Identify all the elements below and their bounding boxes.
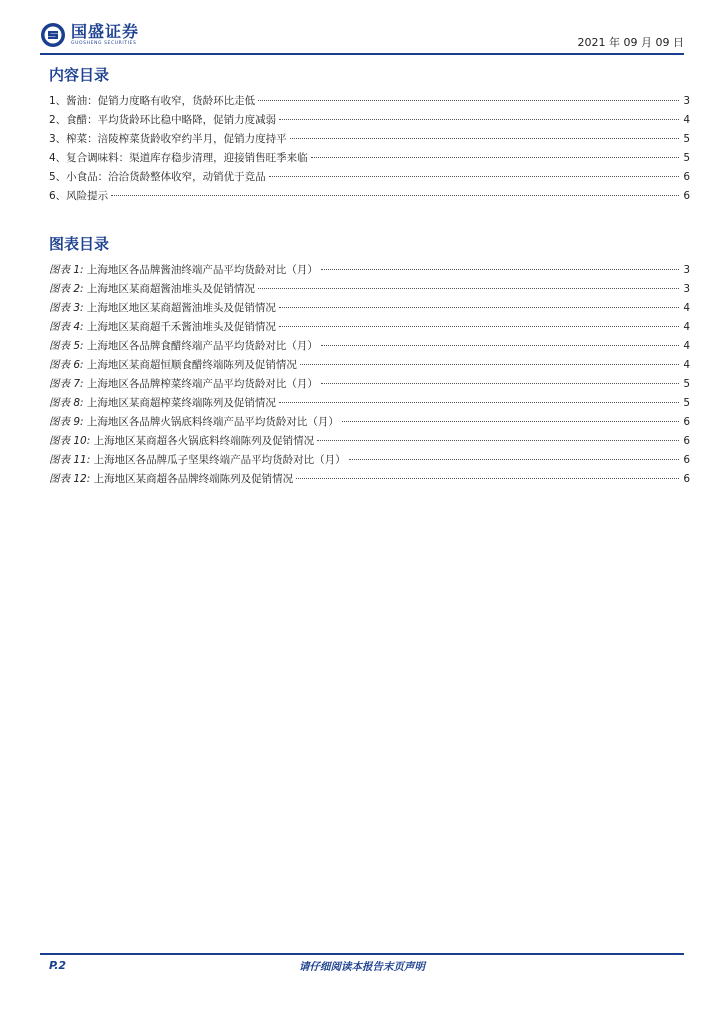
figure-page: 6 [683, 435, 690, 447]
figure-page: 6 [683, 416, 690, 428]
header-divider [40, 53, 684, 55]
toc-item-page: 4 [683, 114, 690, 126]
toc-item[interactable] [49, 188, 690, 207]
toc-list [49, 93, 690, 207]
figure-number: 图表 6: [49, 359, 84, 371]
toc-item-page: 6 [683, 171, 690, 183]
figure-number: 图表 9: [49, 416, 84, 428]
toc-item[interactable] [49, 150, 690, 169]
page-number: P.2 [49, 959, 67, 972]
figure-label: 上海地区各品牌食醋终端产品平均货龄对比（月） [86, 340, 318, 352]
figure-number: 图表 7: [49, 378, 84, 390]
figure-number: 图表 1: [49, 264, 84, 276]
figure-label: 上海地区各品牌榨菜终端产品平均货龄对比（月） [86, 378, 318, 390]
figure-label: 上海地区各品牌火锅底料终端产品平均货龄对比（月） [86, 416, 339, 428]
toc-item-page: 6 [683, 190, 690, 202]
figure-label: 上海地区某商超千禾酱油堆头及促销情况 [86, 321, 276, 333]
figure-number: 图表 10: [49, 435, 91, 447]
figure-label: 上海地区某商超恒顺食醋终端陈列及促销情况 [86, 359, 297, 371]
brand-subtitle: GUOSHENG SECURITIES [71, 41, 137, 46]
figures-title: 图表目录 [49, 235, 110, 253]
toc-item-page: 3 [683, 95, 690, 107]
dot-leader [296, 477, 679, 479]
figure-item[interactable] [49, 376, 690, 395]
toc-item-label: 6、风险提示 [49, 190, 109, 202]
figure-label: 上海地区地区某商超酱油堆头及促销情况 [86, 302, 276, 314]
footer-divider [40, 953, 684, 955]
dot-leader [279, 118, 679, 120]
toc-item[interactable] [49, 112, 690, 131]
toc-item[interactable] [49, 93, 690, 112]
figure-item[interactable] [49, 357, 690, 376]
figure-label: 上海地区某商超榨菜终端陈列及促销情况 [86, 397, 276, 409]
disclaimer-note: 请仔细阅读本报告末页声明 [299, 961, 425, 973]
dot-leader [300, 363, 679, 365]
dot-leader [279, 401, 679, 403]
figure-page: 5 [683, 397, 690, 409]
figure-page: 4 [683, 340, 690, 352]
dot-leader [258, 99, 679, 101]
dot-leader [321, 344, 679, 346]
dot-leader [321, 268, 679, 270]
figure-item[interactable] [49, 281, 690, 300]
figure-page: 4 [683, 359, 690, 371]
dot-leader [269, 175, 679, 177]
toc-item-label: 5、小食品：洽洽货龄整体收窄，动销优于竞品 [49, 171, 266, 183]
dot-leader [279, 306, 679, 308]
figure-number: 图表 11: [49, 454, 91, 466]
page-header [40, 20, 684, 52]
toc-item-label: 2、食醋：平均货龄环比稳中略降，促销力度减弱 [49, 114, 277, 126]
toc-item[interactable] [49, 131, 690, 150]
guosheng-logo-icon [40, 22, 66, 48]
figure-page: 4 [683, 321, 690, 333]
dot-leader [342, 420, 679, 422]
dot-leader [311, 156, 679, 158]
figure-page: 6 [683, 473, 690, 485]
figure-label: 上海地区各品牌酱油终端产品平均货龄对比（月） [86, 264, 318, 276]
figure-label: 上海地区各品牌瓜子坚果终端产品平均货龄对比（月） [93, 454, 346, 466]
brand-logo [40, 22, 139, 48]
figure-label: 上海地区某商超各品牌终端陈列及促销情况 [93, 473, 294, 485]
figure-item[interactable] [49, 395, 690, 414]
figure-page: 3 [683, 283, 690, 295]
figure-item[interactable] [49, 338, 690, 357]
figure-number: 图表 5: [49, 340, 84, 352]
toc-item-label: 3、榨菜：涪陵榨菜货龄收窄约半月，促销力度持平 [49, 133, 287, 145]
dot-leader [317, 439, 679, 441]
dot-leader [258, 287, 679, 289]
figure-number: 图表 12: [49, 473, 91, 485]
figure-number: 图表 2: [49, 283, 84, 295]
toc-item-label: 1、酱油：促销力度略有收窄，货龄环比走低 [49, 95, 256, 107]
figure-number: 图表 3: [49, 302, 84, 314]
figure-item[interactable] [49, 433, 690, 452]
toc-item-page: 5 [683, 133, 690, 145]
figure-label: 上海地区某商超酱油堆头及促销情况 [86, 283, 255, 295]
toc-title: 内容目录 [49, 66, 110, 84]
brand-name: 国盛证券 [71, 22, 140, 41]
figure-item[interactable] [49, 262, 690, 281]
dot-leader [321, 382, 679, 384]
dot-leader [290, 137, 679, 139]
dot-leader [349, 458, 679, 460]
figure-number: 图表 8: [49, 397, 84, 409]
figure-item[interactable] [49, 300, 690, 319]
figure-item[interactable] [49, 414, 690, 433]
figure-label: 上海地区某商超各火锅底料终端陈列及促销情况 [93, 435, 315, 447]
figure-page: 3 [683, 264, 690, 276]
toc-item-label: 4、复合调味料：渠道库存稳步清理，迎接销售旺季来临 [49, 152, 308, 164]
figure-item[interactable] [49, 471, 690, 490]
figures-list [49, 262, 690, 490]
figure-item[interactable] [49, 452, 690, 471]
toc-item[interactable] [49, 169, 690, 188]
figure-page: 6 [683, 454, 690, 466]
figure-number: 图表 4: [49, 321, 84, 333]
figure-page: 5 [683, 378, 690, 390]
dot-leader [111, 194, 679, 196]
toc-item-page: 5 [683, 152, 690, 164]
dot-leader [279, 325, 679, 327]
figure-page: 4 [683, 302, 690, 314]
report-date: 2021 年 09 月 09 日 [577, 36, 684, 49]
figure-item[interactable] [49, 319, 690, 338]
